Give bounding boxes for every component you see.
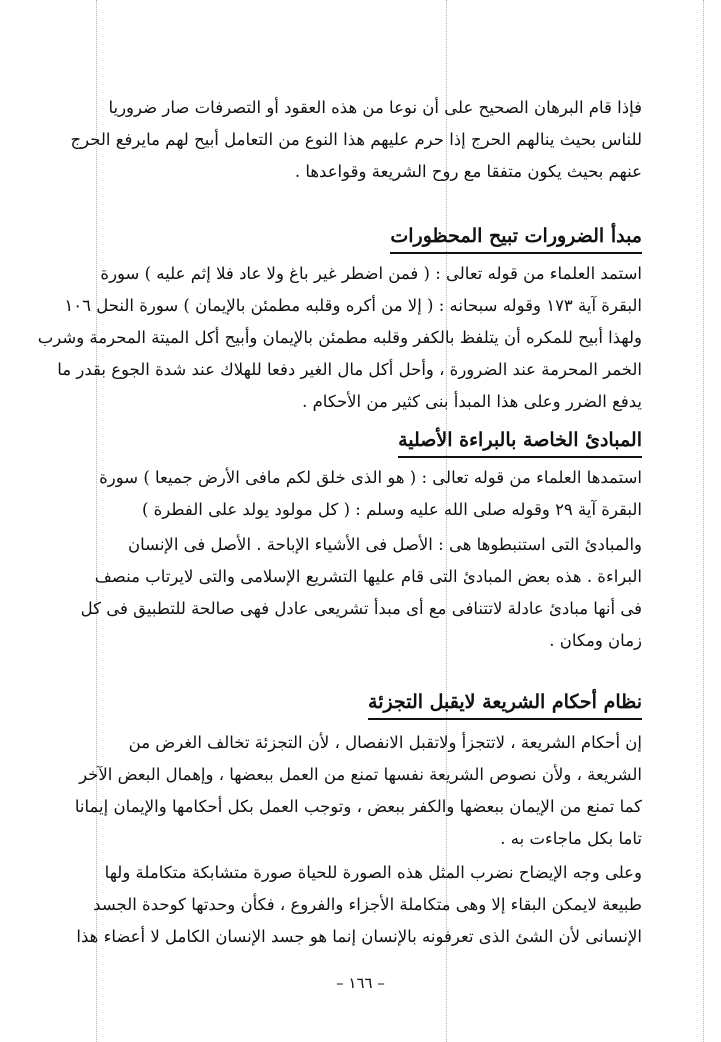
heading-necessity-principle: مبدأ الضرورات تبيح المحظورات: [390, 222, 642, 254]
text-line: الخمر المحرمة عند الضرورة ، وأحل أكل مال الغير دفعا للهلاك عند شدة الجوع بقدر ما: [57, 360, 642, 379]
text-line: يدفع الضرر وعلى هذا المبدأ بنى كثير من الأحكام .: [302, 392, 642, 411]
page-number: – ١٦٦ –: [336, 974, 385, 992]
paragraph-necessity-evidence: [37, 258, 642, 418]
text-line: الشريعة ، ولأن نصوص الشريعة نفسها تمنع من العمل ببعضها ، وإهمال البعض الآخر: [79, 765, 642, 784]
text-line: استمد العلماء من قوله تعالى : ( فمن اضطر غير باغ ولا عاد فلا إثم عليه ) سورة: [100, 264, 642, 283]
heading-original-innocence: المبادئ الخاصة بالبراءة الأصلية: [398, 426, 642, 458]
text-line: والمبادئ التى استنبطوها هى : الأصل فى الأشياء الإباحة . الأصل فى الإنسان: [127, 535, 642, 554]
fold-line-right: [703, 0, 704, 1042]
text-line: كما تمنع من الإيمان ببعضها والكفر ببعض ، وتوجب العمل بكل أحكامها والإيمان إيمانا: [74, 797, 642, 816]
text-line: البراءة . هذه بعض المبادئ التى قام عليها التشريع الإسلامى والتى لايرتاب منصف: [94, 567, 642, 586]
text-line: للناس بحيث ينالهم الحرج إذا حرم عليهم هذا النوع من التعامل أبيح لهم مايرفع الحرج: [70, 130, 642, 149]
text-line: ولهذا أبيح للمكره أن يتلفظ بالكفر وقلبه مطمئن بالإيمان وأبيح أكل الميتة المحرمة وشرب: [37, 328, 642, 347]
paragraph-innocence-evidence: [74, 462, 642, 526]
paragraph-necessity-intro: [70, 92, 642, 188]
text-line: عنهم بحيث يكون متفقا مع روح الشريعة وقواعدها .: [294, 162, 642, 181]
text-line: البقرة آية ٢٩ وقوله صلى الله عليه وسلم : ( كل مولود يولد على الفطرة ): [141, 500, 642, 519]
text-line: استمدها العلماء من قوله تعالى : ( هو الذى خلق لكم مافى الأرض جميعا ) سورة: [99, 468, 642, 487]
text-line: الإنسانى لأن الشئ الذى تعرفونه بالإنسان إنما هو جسد الإنسان الكامل لا أعضاء هذا: [76, 927, 642, 946]
text-line: فإذا قام البرهان الصحيح على أن نوعا من هذه العقود أو التصرفات صار ضروريا: [108, 98, 642, 117]
text-line: زمان ومكان .: [549, 631, 642, 650]
text-line: البقرة آية ١٧٣ وقوله سبحانه : ( إلا من أكره وقلبه مطمئن بالإيمان ) سورة النحل ١٠٦: [64, 296, 642, 315]
text-line: إن أحكام الشريعة ، لاتتجزأ ولاتقبل الانفصال ، لأن التجزئة تخالف الغرض من: [128, 733, 642, 752]
text-line: فى أنها مبادئ عادلة لاتتنافى مع أى مبدأ تشريعى عادل فهى صالحة للتطبيق فى كل: [80, 599, 642, 618]
heading-indivisibility: نظام أحكام الشريعة لايقبل التجزئة: [368, 688, 642, 720]
text-line: تاما بكل ماجاءت به .: [500, 829, 642, 848]
paragraph-indivisibility: [74, 727, 642, 855]
text-line: وعلى وجه الإيضاح نضرب المثل هذه الصورة للحياة صورة متشابكة متكاملة ولها: [104, 863, 642, 882]
paragraph-body-analogy: [74, 857, 642, 953]
paragraph-derived-principles: [74, 529, 642, 657]
text-line: طبيعة لايمكن البقاء إلا وهى متكاملة الأجزاء والفروع ، فكأن وحدتها كوحدة الجسد: [93, 895, 642, 914]
